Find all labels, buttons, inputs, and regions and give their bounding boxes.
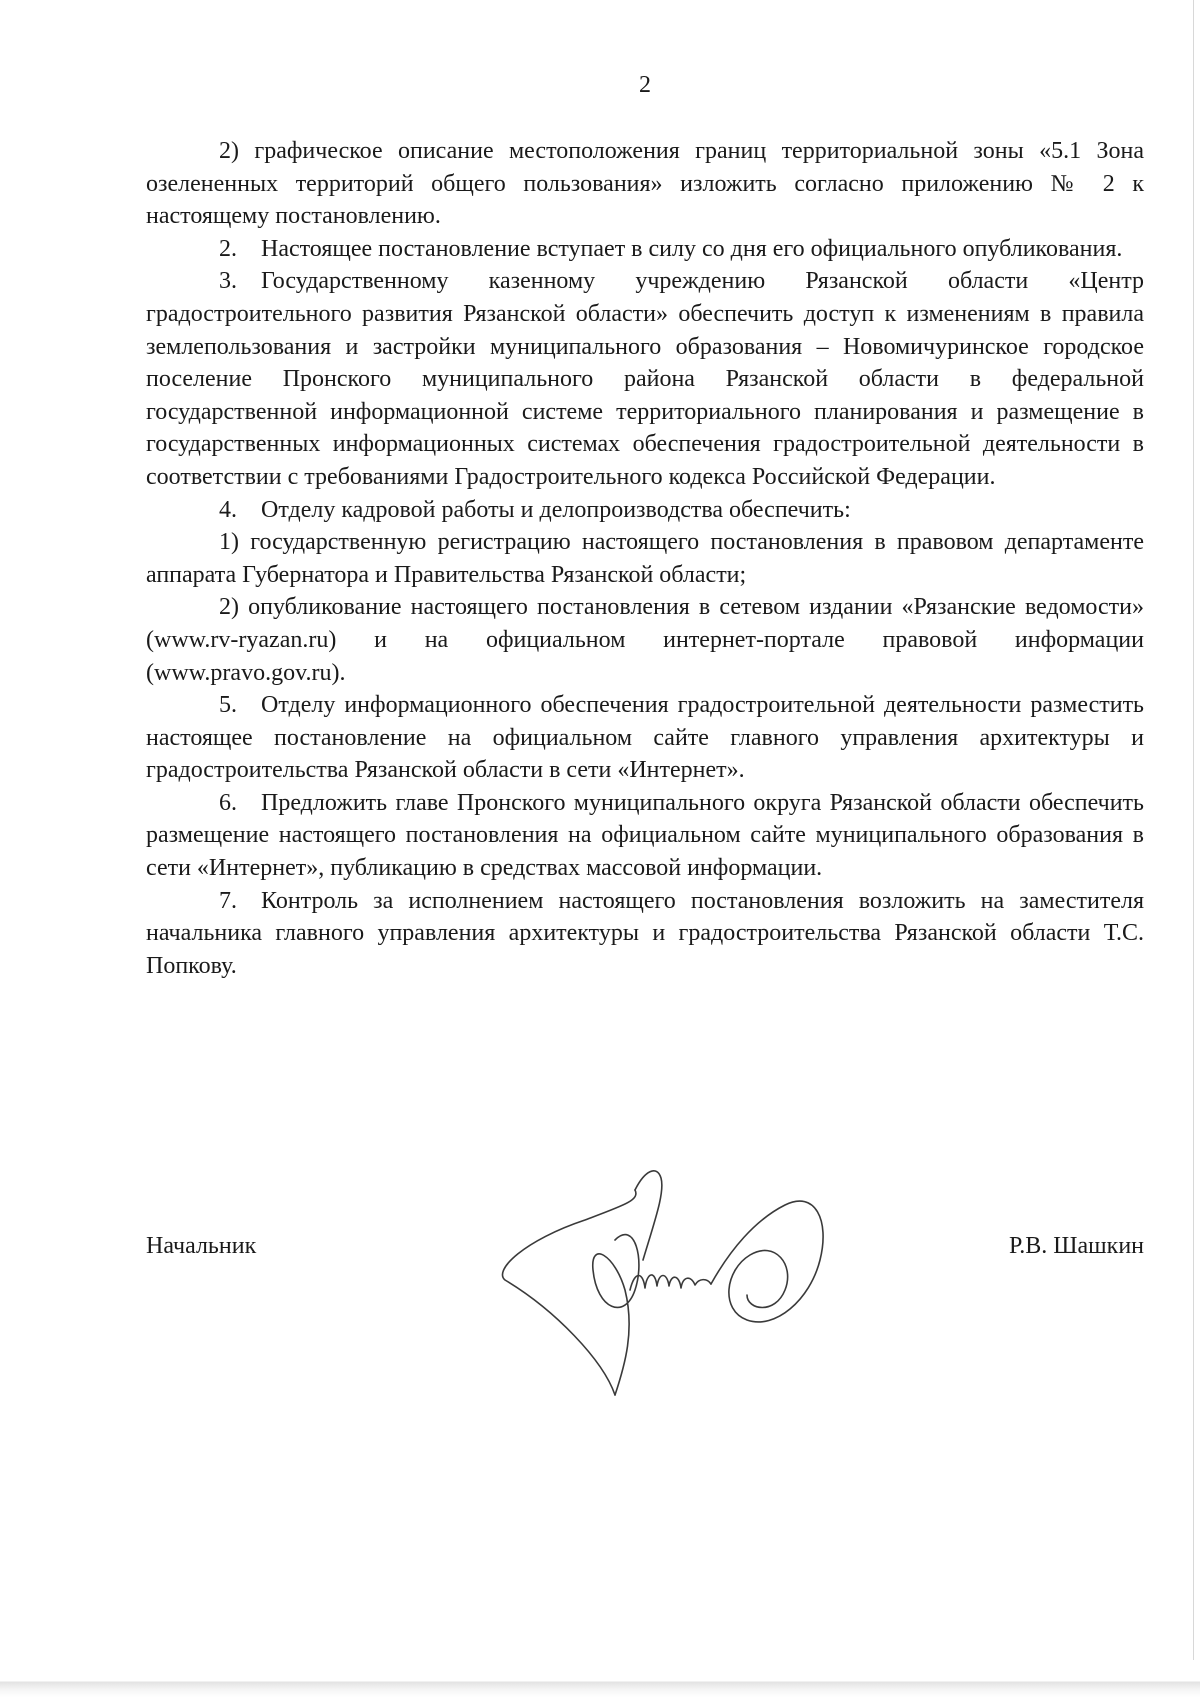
paragraph-item-4-1: 1) государственную регистрацию настоящего постановления в правовом департаменте аппарата Губернатора и Правительства Рязанской области; (146, 529, 1144, 588)
paragraph-item-6: 6. Предложить главе Пронского муниципального округа Рязанской области обеспечить размещение настоящего постановления на официальном сайте муниципального образования в сети «Интернет», публикацию в средствах массовой информации. (146, 789, 1144, 882)
page-edge-right (1193, 0, 1194, 1660)
page-number: 2 (639, 72, 651, 98)
paragraph-item-4: 4. Отделу кадровой работы и делопроизводства обеспечить: (219, 496, 851, 523)
paragraph-zone-description: 2) графическое описание местоположения границ территориальной зоны «5.1 Зона озелененных территорий общего пользования» изложить согласно приложению № 2 к настоящему постановлению. (146, 138, 1144, 230)
paragraph-item-2: 2. Настоящее постановление вступает в силу со дня его официального опубликования. (219, 235, 1123, 262)
handwritten-signature (485, 1160, 835, 1400)
paragraph-item-4-2: 2) опубликование настоящего постановления в сетевом издании «Рязанские ведомости» (www.rv-ryazan.ru) и на официальном интернет-портале правовой информации (www.pravo.gov.ru). (146, 594, 1144, 686)
paragraph-item-7: 7. Контроль за исполнением настоящего постановления возложить на заместителя начальника главного управления архитектуры и градостроительства Рязанской области Т.С. Попкову. (146, 887, 1144, 979)
signer-name: Р.В. Шашкин (1008, 1233, 1144, 1259)
paragraph-item-3: 3. Государственному казенному учреждению Рязанской области «Центр градостроительного развития Рязанской области» обеспечить доступ к изменениям в правила землепользования и застройки муниципального образования – Новомичуринское городское поселение Пронского муниципального района Рязанской области в федеральной государственной информационной системе территориального планирования и размещение в государственных информационных системах обеспечения градостроительной деятельности в соответствии с требованиями Градостроительного кодекса Российской Федерации. (146, 268, 1144, 490)
signer-title: Начальник (146, 1233, 257, 1259)
paragraph-item-5: 5. Отделу информационного обеспечения градостроительной деятельности разместить настоящее постановление на официальном сайте главного управления архитектуры и градостроительства Рязанской области в сети «Интернет». (146, 692, 1144, 784)
page-edge-bottom (0, 1671, 1200, 1697)
document-body (146, 135, 1144, 982)
